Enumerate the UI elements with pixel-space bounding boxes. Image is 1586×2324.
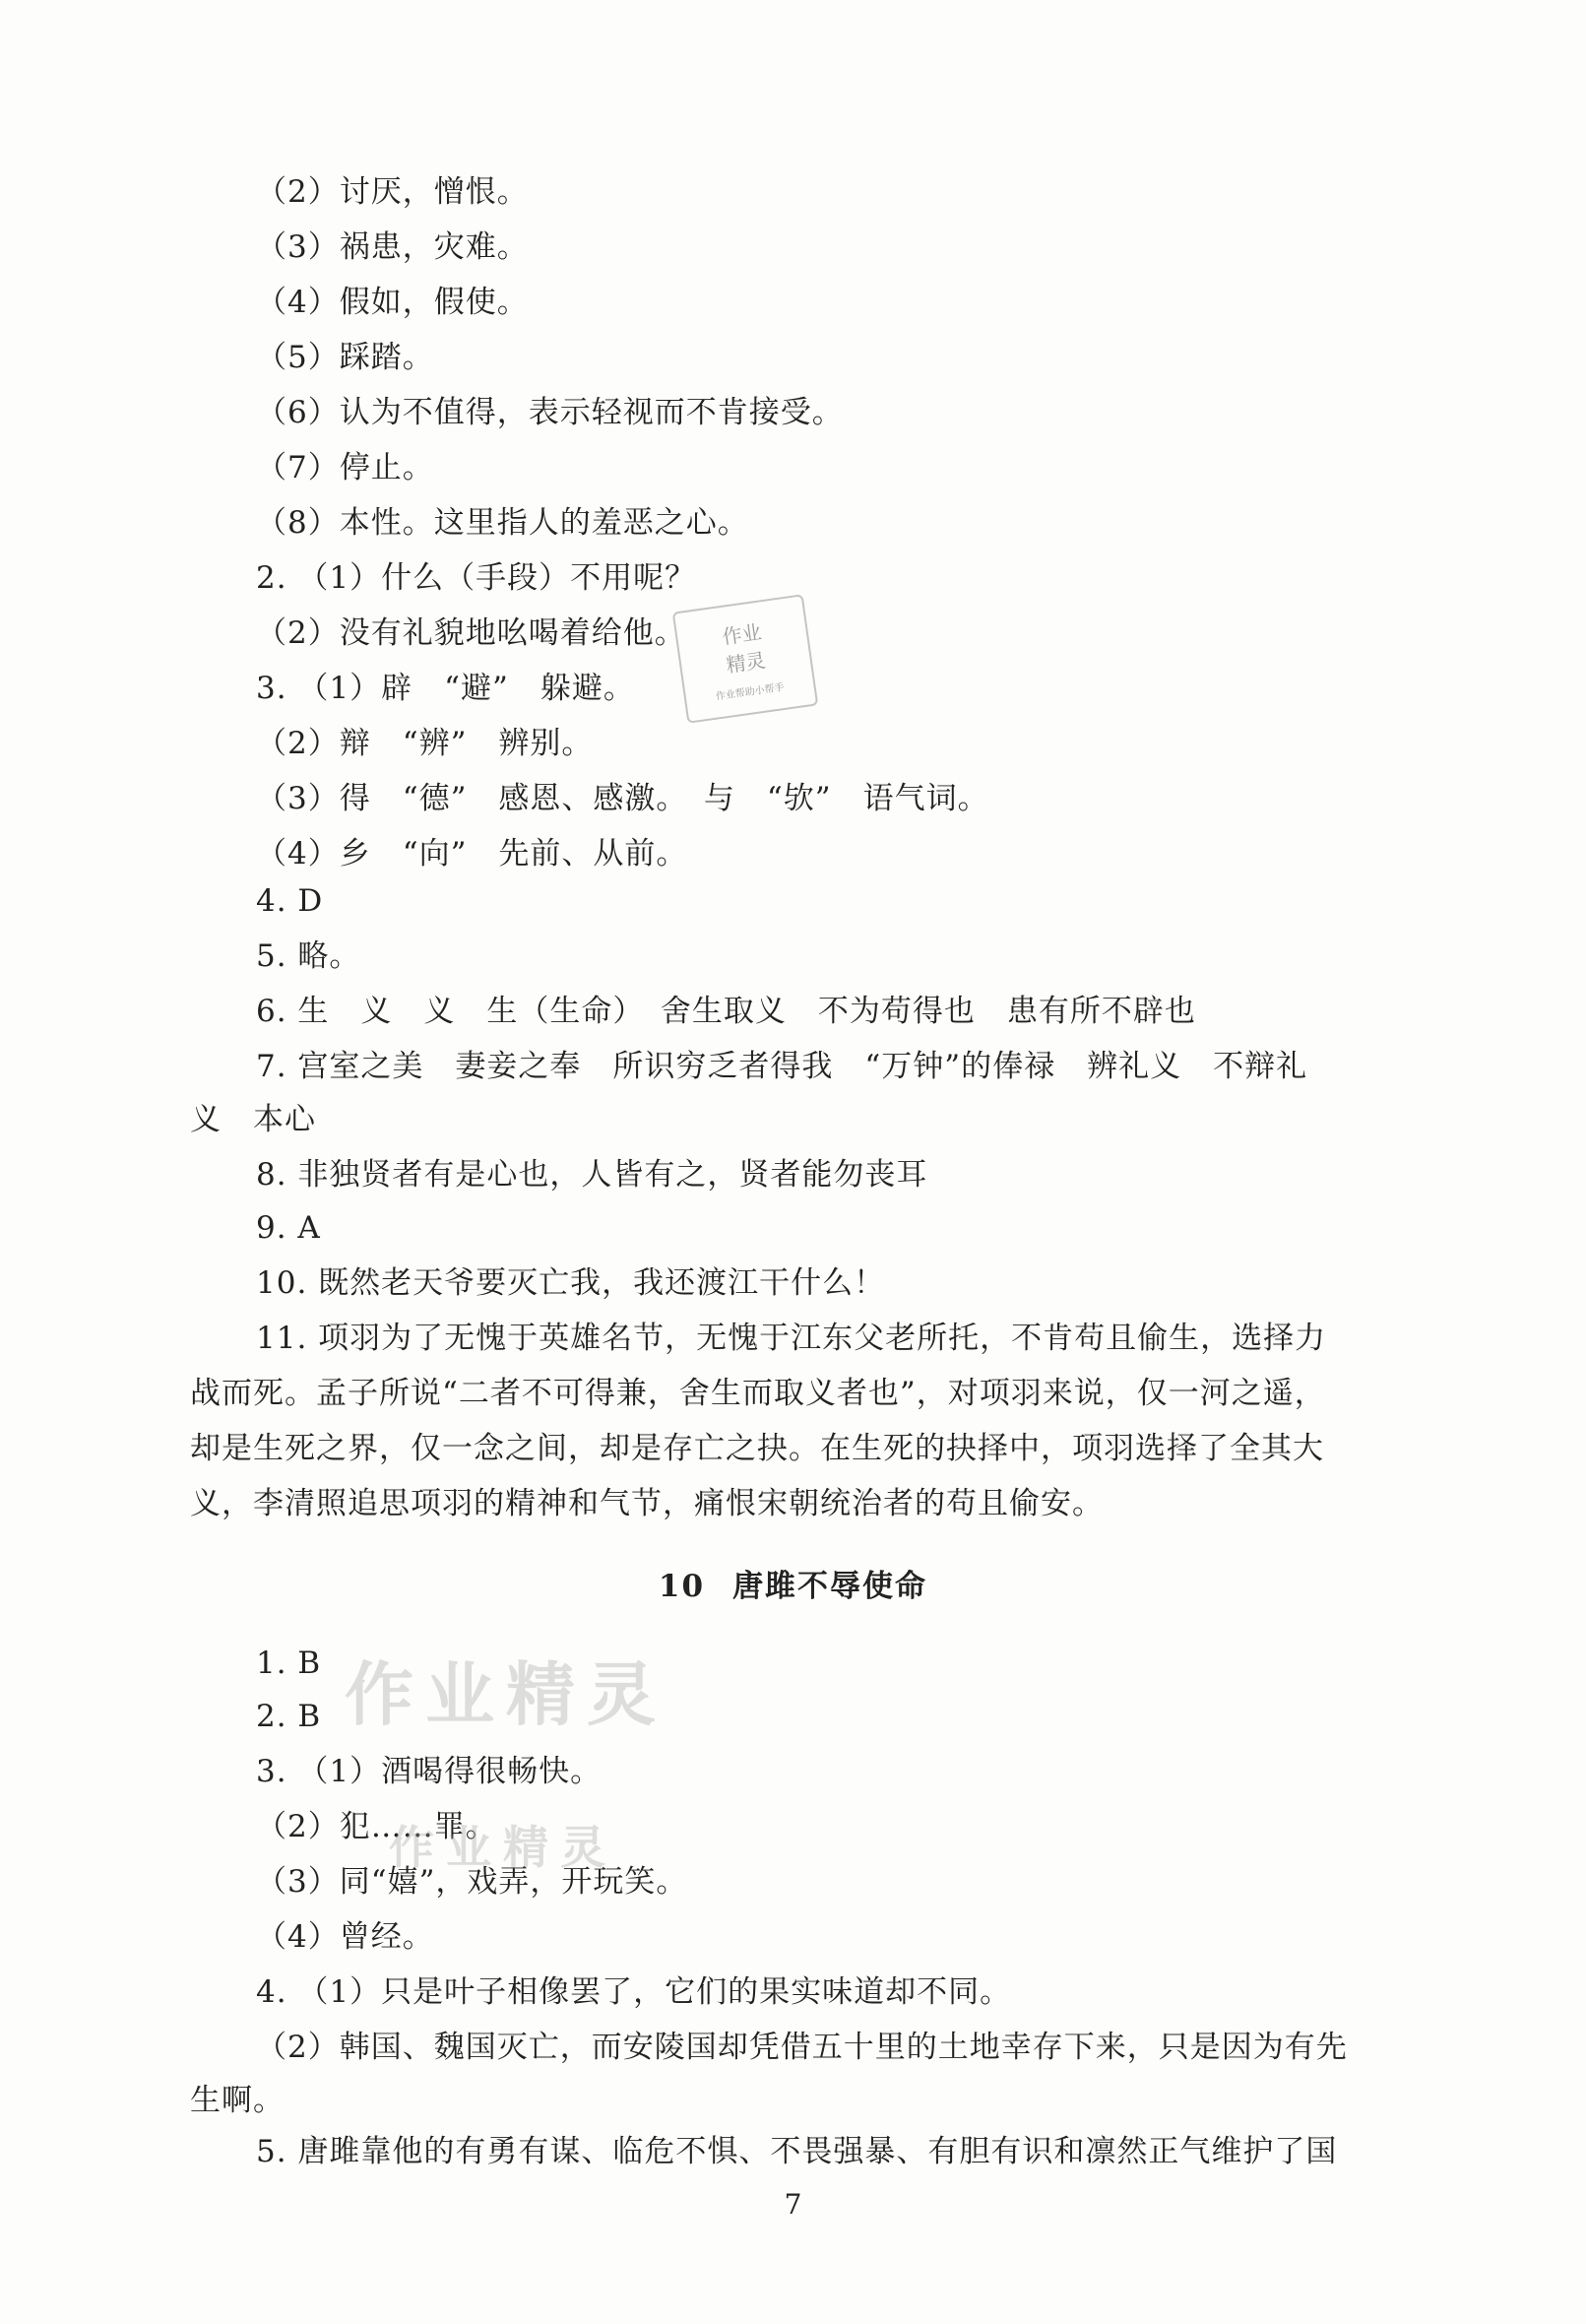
text-line: （6）认为不值得，表示轻视而不肯接受。: [256, 395, 844, 430]
text-line: 2. （1）什么（手段）不用呢？: [256, 560, 697, 596]
section-number: 10: [658, 1569, 706, 1604]
text-line: 3. （1）辟 “避” 躲避。: [256, 671, 635, 706]
watermark-medium: 作业精灵: [389, 1821, 617, 1874]
text-line: （3）得 “德” 感恩、感激。 与 “欤” 语气词。: [256, 781, 989, 816]
text-line: 战而死。孟子所说“二者不可得兼，舍生而取义者也”，对项羽来说，仅一河之遥，: [190, 1376, 1326, 1411]
stamp-line-1: 作业: [721, 619, 763, 649]
text-line: （2）韩国、魏国灭亡，而安陵国却凭借五十里的土地幸存下来，只是因为有先: [256, 2030, 1348, 2065]
text-line: （2）没有礼貌地吆喝着给他。: [256, 615, 686, 651]
text-line: 10. 既然老天爷要灭亡我，我还渡江干什么！: [256, 1265, 886, 1301]
text-line: 6. 生 义 义 生（生命） 舍生取义 不为苟得也 患有所不辟也: [256, 994, 1196, 1029]
text-line: （8）本性。这里指人的羞恶之心。: [256, 505, 749, 541]
text-line: 4. （1）只是叶子相像罢了，它们的果实味道却不同。: [256, 1974, 1012, 2010]
text-line: 8. 非独贤者有是心也，人皆有之，贤者能勿丧耳: [256, 1157, 928, 1193]
text-line: 1. B: [256, 1646, 322, 1681]
text-line: （3）同“嬉”，戏弄，开玩笑。: [256, 1864, 688, 1900]
text-line: （7）停止。: [256, 450, 434, 485]
text-line: 义，李清照追思项羽的精神和气节，痛恨宋朝统治者的苟且偷安。: [190, 1486, 1104, 1521]
watermark-stamp: [672, 594, 819, 724]
text-line: 9. A: [256, 1210, 321, 1246]
text-line: 7. 宫室之美 妻妾之奉 所识穷乏者得我 “万钟”的俸禄 辨礼义 不辩礼: [256, 1049, 1308, 1084]
text-line: 4. D: [256, 883, 324, 919]
section-title: [0, 1561, 1586, 1605]
text-line: （4）乡 “向” 先前、从前。: [256, 836, 688, 872]
text-line: 生啊。: [190, 2083, 285, 2118]
section-title-text: 唐雎不辱使命: [732, 1569, 928, 1604]
text-line: （2）辩 “辨” 辨别。: [256, 726, 594, 761]
text-line: 5. 唐雎靠他的有勇有谋、临危不惧、不畏强暴、有胆有识和凛然正气维护了国: [256, 2134, 1338, 2169]
text-line: （2）犯……罪。: [256, 1809, 497, 1844]
text-line: （2）讨厌，憎恨。: [256, 174, 529, 210]
text-line: 5. 略。: [256, 938, 361, 974]
text-line: 却是生死之界，仅一念之间，却是存亡之抉。在生死的抉择中，项羽选择了全其大: [190, 1431, 1324, 1466]
text-line: 11. 项羽为了无愧于英雄名节，无愧于江东父老所托，不肯苟且偷生，选择力: [256, 1321, 1327, 1356]
text-line: 3. （1）酒喝得很畅快。: [256, 1754, 603, 1789]
text-line: 2. B: [256, 1699, 322, 1734]
page-number: 7: [784, 2188, 802, 2221]
text-line: （4）假如，假使。: [256, 285, 529, 320]
text-line: （5）踩踏。: [256, 340, 434, 375]
stamp-line-2: 精灵: [725, 648, 768, 678]
text-line: 义 本心: [190, 1102, 316, 1137]
watermark-large: 作业精灵: [345, 1654, 667, 1735]
text-line: （4）曾经。: [256, 1919, 434, 1955]
text-line: （3）祸患，灾难。: [256, 229, 529, 265]
stamp-line-3: 作业帮助小帮手: [715, 681, 786, 703]
